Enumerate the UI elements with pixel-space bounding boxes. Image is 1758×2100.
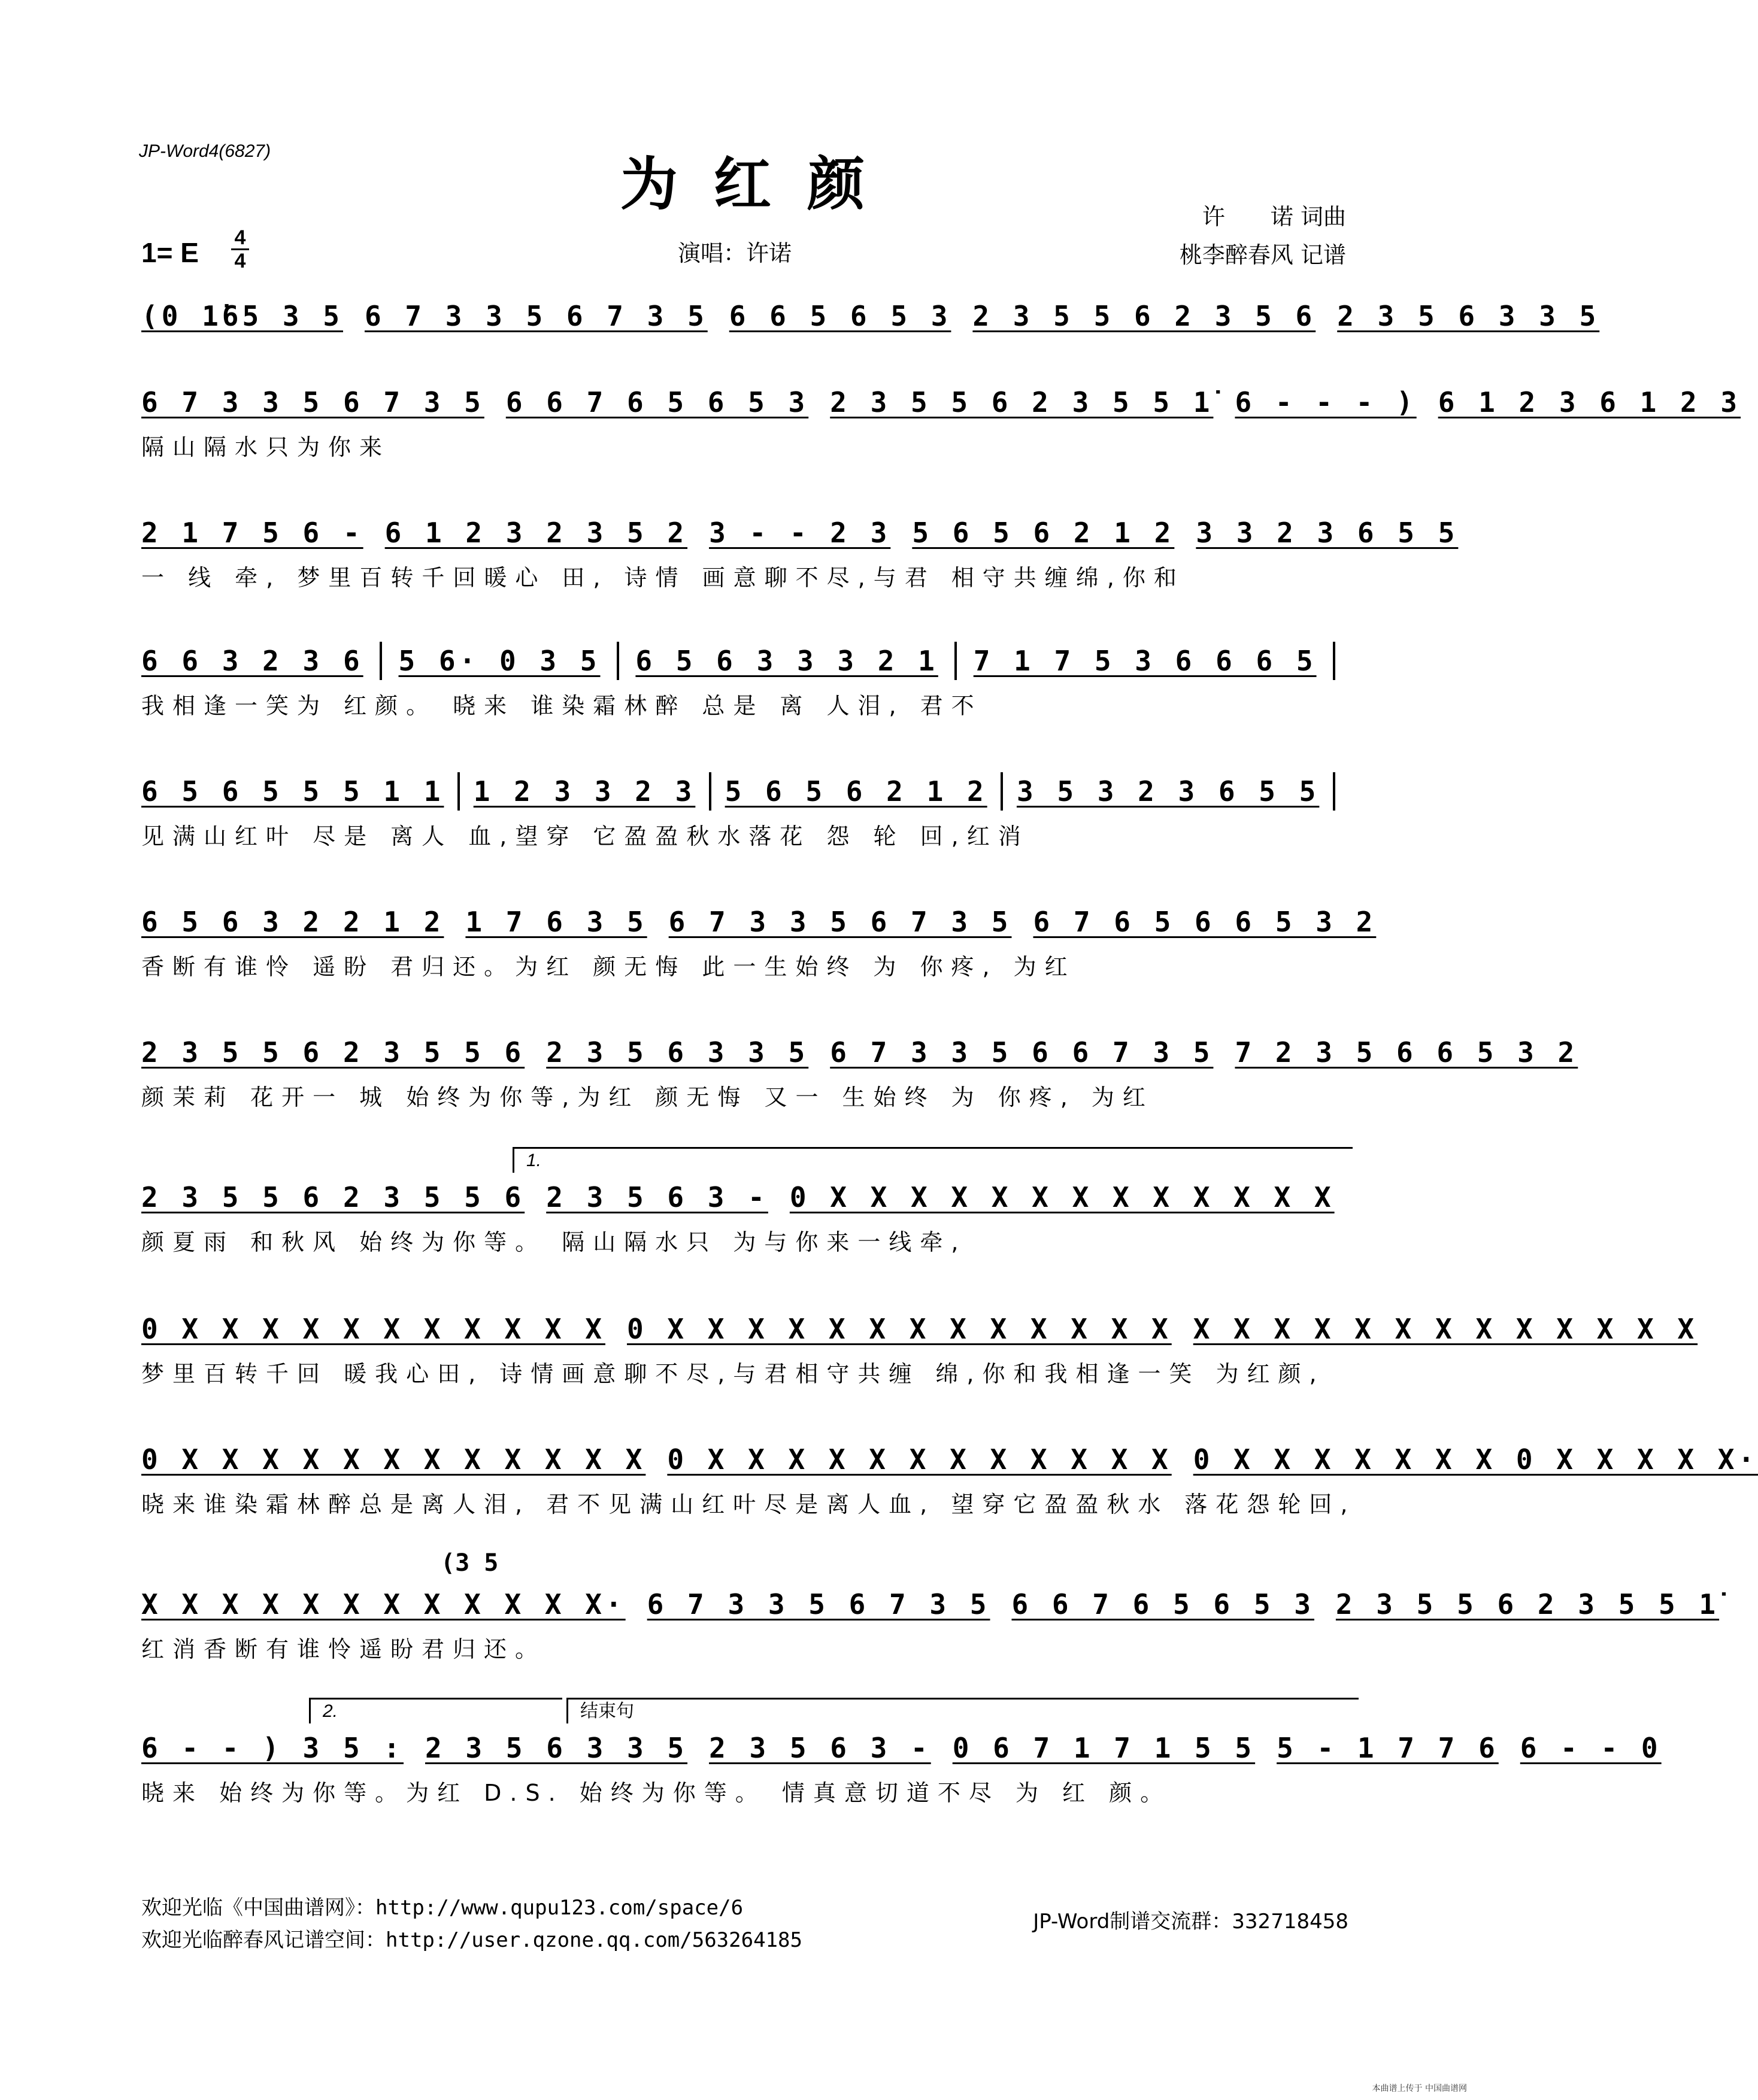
- measure: 6 5 6 3 2 2 1 2: [141, 906, 444, 938]
- key-signature: 1= E: [141, 237, 199, 268]
- measure: 0 X X X X X X X 0 X X X X X·: [1193, 1443, 1758, 1476]
- lyrics-row: [141, 340, 1346, 382]
- notes-row: [141, 767, 1346, 815]
- score-line: [141, 1028, 1578, 1118]
- measure: 2 3 5 5 6 2 3 5 5 6: [141, 1036, 525, 1069]
- measure: 2 3 5 6 3 3 5: [425, 1732, 688, 1764]
- footer-links: [141, 1892, 802, 1956]
- lyrics-row: 隔山隔水只为你来: [141, 434, 391, 460]
- measure: 3 - - 2 3: [709, 517, 891, 549]
- measure: 5 - 1 7 7 6: [1277, 1732, 1499, 1764]
- coda-label: 结束句: [566, 1698, 1359, 1723]
- measure: 0 X X X X X X X X X X X: [141, 1313, 605, 1345]
- composer-credit: 许 诺 词曲: [1202, 204, 1346, 230]
- measure: 6 - - - ): [1235, 386, 1417, 418]
- barline: [1001, 772, 1003, 811]
- time-signature: [231, 227, 249, 271]
- measure: 5 6· 0 3 5: [398, 645, 601, 677]
- measure: 5 6 5 6 2 1 2: [912, 517, 1175, 549]
- measure: 6 7 6 5 6 6 5 3 2: [1033, 906, 1377, 938]
- measure: 3 3 2 3 6 5 5: [1196, 517, 1459, 549]
- score-line: [141, 1305, 1698, 1395]
- measure: 6 7 3 3 5 6 7 3 5: [647, 1588, 990, 1620]
- measure: 2 3 5 5 6 2 3 5 5 6: [141, 1181, 525, 1213]
- measure: 2 3 5 6 3 3 5: [1337, 300, 1600, 332]
- measure: 6 1 2 3 6 1 2 3: [1438, 386, 1741, 418]
- footer-group: JP-Word制谱交流群：332718458: [1033, 1910, 1348, 1934]
- barline: [1333, 772, 1335, 811]
- volta-1: 1.: [513, 1147, 1353, 1173]
- measure: 6 5 6 5 5 5 1 1: [141, 775, 444, 808]
- lyrics-row: 见满山红叶 尽是 离人 血,望穿 它盈盈秋水落花 怨 轮 回,红消: [141, 823, 1029, 849]
- score-line: [141, 637, 1346, 727]
- measure: 0 X X X X X X X X X X X X: [141, 1443, 646, 1476]
- barline: [380, 642, 382, 680]
- transcriber-credit: 桃李醉春风 记谱: [1179, 242, 1346, 268]
- score-line: [141, 1436, 1758, 1525]
- measure: X X X X X X X X X X X X X: [1193, 1313, 1698, 1345]
- measure: 6 - - 0: [1520, 1732, 1662, 1764]
- notes-row: [141, 1305, 1698, 1353]
- score-line: [141, 292, 1600, 382]
- notes-row: [141, 1724, 1662, 1772]
- score-line: [141, 509, 1459, 599]
- measure: 6 6 7 6 5 6 5 3: [1011, 1588, 1314, 1620]
- measure: X X X X X X X X X X X X·: [141, 1588, 626, 1620]
- score-line: [141, 378, 1741, 468]
- measure: 2 1 7 5 6 -: [141, 517, 363, 549]
- lyrics-row: 我相逢一笑为 红颜。 晓来 谁染霜林醉 总是 离 人泪, 君不: [141, 693, 983, 719]
- measure: 2 3 5 5 6 2 3 5 5 1̇: [1335, 1588, 1720, 1620]
- time-top: 4: [234, 226, 246, 249]
- measure: 6 1 2 3 2 3 5 2: [384, 517, 688, 549]
- lyrics-row: 一 线 牵, 梦里百转千回暖心 田, 诗情 画意聊不尽,与君 相守共缠绵,你和: [141, 565, 1185, 591]
- notes-row: [141, 378, 1741, 426]
- measure: 7 2 3 5 6 6 5 3 2: [1235, 1036, 1578, 1069]
- credits: [1180, 198, 1346, 274]
- measure: 3 5 3 2 3 6 5 5: [1016, 775, 1320, 808]
- barline: [457, 772, 460, 811]
- measure: 0 X X X X X X X X X X X X X: [626, 1313, 1172, 1345]
- score-line: [141, 1151, 1346, 1263]
- score-line: [141, 1701, 1662, 1814]
- score-line: [141, 898, 1377, 988]
- notes-row: [141, 1580, 1720, 1628]
- measure: 1 7 6 3 5: [465, 906, 647, 938]
- measure: 1 2 3 3 2 3: [473, 775, 696, 808]
- measure: 2 3 5 5 6 2 3 5 5 1̇: [830, 386, 1214, 418]
- measure: 5 6 5 6 2 1 2: [725, 775, 987, 808]
- lyrics-row: 晓来谁染霜林醉总是离人泪, 君不见满山红叶尽是离人血, 望穿它盈盈秋水 落花怨轮回,: [141, 1491, 1356, 1518]
- measure: 6 6 3 2 3 6: [141, 645, 363, 677]
- measure: 0 X X X X X X X X X X X X X: [789, 1181, 1335, 1213]
- notes-row: [141, 898, 1377, 946]
- notes-row: [141, 1173, 1346, 1221]
- barline: [709, 772, 711, 811]
- notes-row: [141, 292, 1600, 340]
- pickup-notes: (3 5: [441, 1549, 499, 1577]
- notes-row: [141, 509, 1459, 557]
- measure: (0 1̇65 3 5: [141, 300, 343, 332]
- measure: 6 6 7 6 5 6 5 3: [505, 386, 809, 418]
- barline: [954, 642, 957, 680]
- footer-link-1[interactable]: 欢迎光临《中国曲谱网》：http://www.qupu123.com/space/6: [141, 1896, 744, 1920]
- software-tag: JP-Word4(6827): [139, 141, 271, 161]
- lyrics-row: 晓来 始终为你等。为红 D.S. 始终为你等。 情真意切道不尽 为 红 颜。: [141, 1780, 1172, 1806]
- measure: 6 6 5 6 5 3: [729, 300, 951, 332]
- measure: 7 1 7 5 3 6 6 6 5: [973, 645, 1317, 677]
- volta-2: 2.: [309, 1698, 562, 1723]
- score-line: [141, 1549, 1720, 1670]
- measure: 0 X X X X X X X X X X X X: [667, 1443, 1172, 1476]
- measure: 2 3 5 6 3 3 5: [546, 1036, 809, 1069]
- measure: 6 7 3 3 5 6 7 3 5: [364, 300, 708, 332]
- time-bottom: 4: [234, 250, 246, 272]
- lyrics-row: 梦里百转千回 暖我心田, 诗情画意聊不尽,与君相守共缠 绵,你和我相逢一笑 为红颜,: [141, 1361, 1325, 1387]
- barline: [617, 642, 619, 680]
- measure: 6 7 3 3 5 6 7 3 5: [141, 386, 484, 418]
- measure: 6 - - ) 3 5 :: [141, 1732, 404, 1764]
- measure: 2 3 5 5 6 2 3 5 6: [972, 300, 1316, 332]
- measure: 2 3 5 6 3 -: [546, 1181, 768, 1213]
- measure: 6 5 6 3 3 3 2 1: [635, 645, 938, 677]
- measure: 2 3 5 6 3 -: [709, 1732, 931, 1764]
- notes-row: [141, 637, 1346, 685]
- lyrics-row: 香断有谁怜 遥盼 君归还。为红 颜无悔 此一生始终 为 你疼, 为红: [141, 954, 1076, 980]
- footer-link-2[interactable]: 欢迎光临醉春风记谱空间：http://user.qzone.qq.com/563264185: [141, 1928, 802, 1952]
- lyrics-row: 红消香断有谁怜遥盼君归还。: [141, 1636, 547, 1662]
- lyrics-row: 颜夏雨 和秋风 始终为你等。 隔山隔水只 为与你来一线牵,: [141, 1229, 967, 1255]
- singer: 演唱：许诺: [678, 240, 792, 266]
- measure: 0 6 7 1 7 1 5 5: [952, 1732, 1256, 1764]
- notes-row: [141, 1028, 1578, 1076]
- notes-row: [141, 1436, 1758, 1483]
- song-title: 为红颜: [620, 151, 901, 218]
- watermark: 本曲谱上传于 中国曲谱网: [1372, 2084, 1467, 2093]
- lyrics-row: 颜茉莉 花开一 城 始终为你等,为红 颜无悔 又一 生始终 为 你疼, 为红: [141, 1084, 1154, 1110]
- score-line: [141, 767, 1346, 857]
- measure: 6 7 3 3 5 6 7 3 5: [668, 906, 1012, 938]
- measure: 6 7 3 3 5 6 6 7 3 5: [830, 1036, 1214, 1069]
- barline: [1333, 642, 1335, 680]
